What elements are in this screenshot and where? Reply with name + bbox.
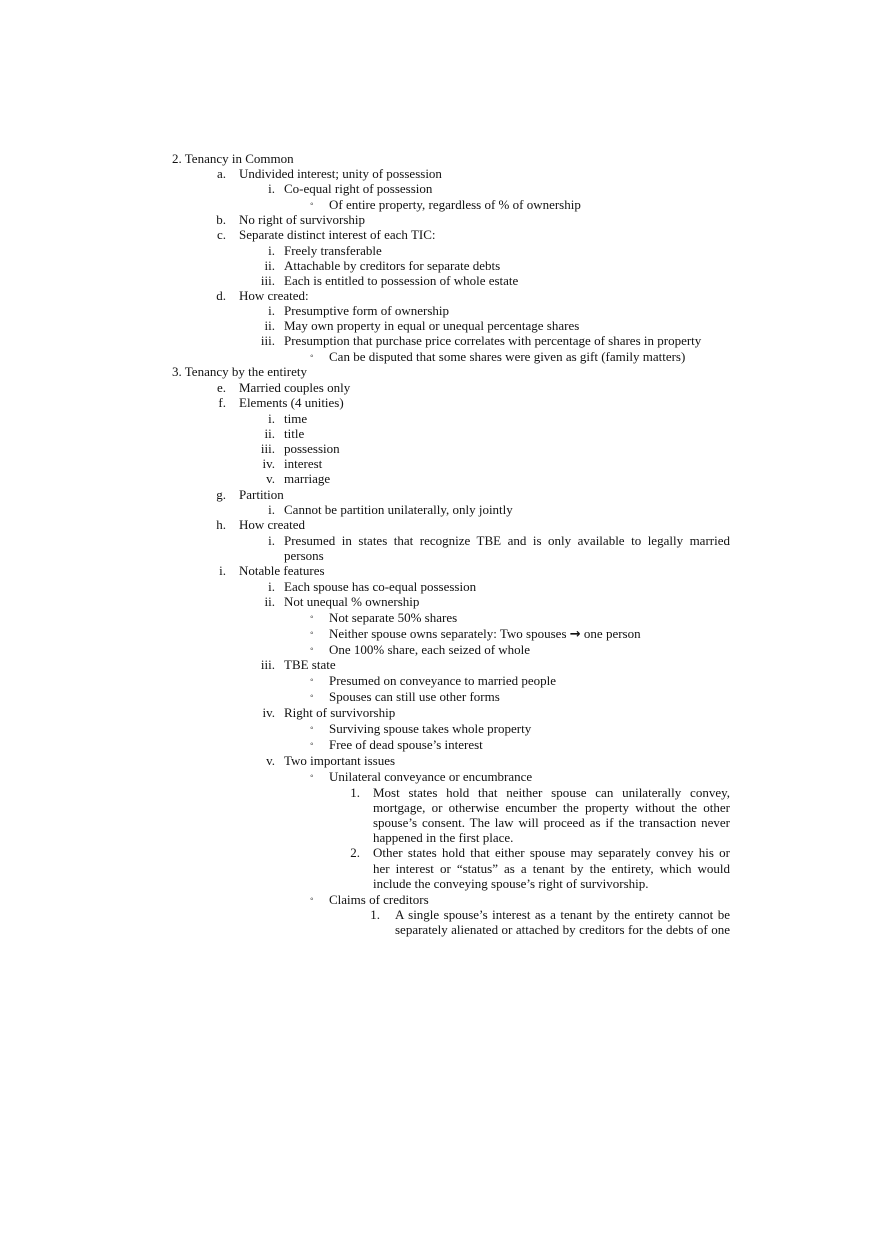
item-text: Elements (4 unities) — [239, 395, 344, 410]
item-marker: b. — [216, 212, 226, 227]
bullet-text-part: Neither spouse owns separately: Two spouses — [329, 626, 567, 641]
item-text: How created — [239, 517, 306, 532]
section-3-heading — [172, 364, 307, 379]
section-title: Tenancy by the entirety — [184, 364, 307, 379]
bullet-icon: ◦ — [310, 771, 314, 782]
subitem-text: Attachable by creditors for separate debts — [284, 258, 501, 273]
bullet-icon: ◦ — [310, 691, 314, 702]
numbered-text-line: include the conveying spouse’s right of survivorship. — [373, 876, 649, 891]
bullet-icon: ◦ — [310, 675, 314, 686]
item-marker: g. — [216, 487, 226, 502]
bullet-icon: ◦ — [310, 644, 314, 655]
subitem-text-line: persons — [284, 548, 324, 563]
subitem-marker: iv. — [262, 456, 275, 471]
subitem-marker: iii. — [260, 441, 275, 456]
section-marker: 2. — [172, 151, 182, 166]
bullet-icon: ◦ — [310, 612, 314, 623]
numbered-text-line: A single spouse’s interest as a tenant by the entirety cannot be — [395, 907, 730, 922]
subitem-text: Co-equal right of possession — [284, 181, 433, 196]
bullet-icon: ◦ — [310, 739, 314, 750]
bullet-text: Spouses can still use other forms — [329, 689, 500, 704]
item-text: Notable features — [239, 563, 325, 578]
subitem-text: interest — [284, 456, 323, 471]
subitem-marker: v. — [266, 753, 275, 768]
bullet-text: Of entire property, regardless of % of ownership — [329, 197, 581, 212]
subitem-marker: ii. — [264, 426, 275, 441]
numbered-text-line: mortgage, or otherwise encumber the property without the other — [373, 800, 730, 815]
subitem-marker: i. — [268, 502, 275, 517]
item-marker: d. — [216, 288, 226, 303]
subitem-marker: iv. — [262, 705, 275, 720]
subitem-marker: i. — [268, 303, 275, 318]
item-marker: f. — [218, 395, 226, 410]
bullet-icon: ◦ — [310, 628, 314, 639]
subitem-marker: i. — [268, 579, 275, 594]
subitem-text: May own property in equal or unequal percentage shares — [284, 318, 580, 333]
item-text: How created: — [239, 288, 309, 303]
item-text: Married couples only — [239, 380, 351, 395]
bullet-text: Surviving spouse takes whole property — [329, 721, 532, 736]
numbered-marker: 2. — [350, 845, 360, 860]
numbered-text-line: separately alienated or attached by creditors for the debts of one — [395, 922, 730, 937]
subitem-text: title — [284, 426, 305, 441]
bullet-icon: ◦ — [310, 199, 314, 210]
bullet-icon: ◦ — [310, 723, 314, 734]
numbered-text-line: spouse’s consent. The law will proceed as if the transaction never — [373, 815, 730, 830]
subitem-text: Each is entitled to possession of whole estate — [284, 273, 519, 288]
item-text: No right of survivorship — [239, 212, 366, 227]
item-marker: a. — [216, 166, 226, 181]
bullet-text: Presumed on conveyance to married people — [329, 673, 557, 688]
subitem-text: Presumption that purchase price correlates with percentage of shares in property — [284, 333, 702, 348]
numbered-text-line: Most states hold that neither spouse can unilaterally convey, — [373, 785, 730, 800]
numbered-text-line: her interest or “status” as a tenant by the entirety, which would — [373, 861, 730, 876]
item-marker: h. — [216, 517, 226, 532]
numbered-text-line: Other states hold that either spouse may separately convey his or — [373, 845, 730, 860]
subitem-text: Right of survivorship — [284, 705, 396, 720]
subitem-marker: i. — [268, 533, 275, 548]
bullet-text: Free of dead spouse’s interest — [329, 737, 483, 752]
bullet-icon: ◦ — [310, 894, 314, 905]
item-marker: e. — [216, 380, 226, 395]
subitem-text: Each spouse has co-equal possession — [284, 579, 477, 594]
subitem-marker: i. — [268, 243, 275, 258]
bullet-text: Unilateral conveyance or encumbrance — [329, 769, 533, 784]
subitem-marker: iii. — [260, 333, 275, 348]
subitem-marker: iii. — [260, 273, 275, 288]
section-2-heading — [172, 151, 294, 166]
subitem-text-line: Presumed in states that recognize TBE and is only available to legally married — [284, 533, 730, 548]
subitem-text: Freely transferable — [284, 243, 382, 258]
item-text: Undivided interest; unity of possession — [239, 166, 442, 181]
numbered-text-line: happened in the first place. — [373, 830, 514, 845]
section-title: Tenancy in Common — [184, 151, 294, 166]
subitem-text: Cannot be partition unilaterally, only jointly — [284, 502, 513, 517]
subitem-text: Not unequal % ownership — [284, 594, 420, 609]
item-marker: c. — [216, 227, 226, 242]
subitem-text: possession — [284, 441, 340, 456]
bullet-text: Claims of creditors — [329, 892, 429, 907]
section-marker: 3. — [172, 364, 182, 379]
bullet-text — [329, 626, 641, 642]
subitem-text: marriage — [284, 471, 331, 486]
subitem-marker: v. — [266, 471, 275, 486]
numbered-marker: 1. — [350, 785, 360, 800]
item-marker: i. — [219, 563, 226, 578]
bullet-text: Can be disputed that some shares were given as gift (family matters) — [329, 349, 686, 364]
subitem-text: Two important issues — [284, 753, 396, 768]
item-text: Separate distinct interest of each TIC: — [239, 227, 436, 242]
subitem-marker: iii. — [260, 657, 275, 672]
bullet-text: Not separate 50% shares — [329, 610, 458, 625]
numbered-marker: 1. — [370, 907, 380, 922]
subitem-marker: ii. — [264, 594, 275, 609]
subitem-marker: i. — [268, 411, 275, 426]
subitem-text: time — [284, 411, 308, 426]
subitem-text: Presumptive form of ownership — [284, 303, 450, 318]
arrow-right-icon: → — [569, 627, 581, 642]
bullet-text: One 100% share, each seized of whole — [329, 642, 531, 657]
subitem-text: TBE state — [284, 657, 336, 672]
subitem-marker: i. — [268, 181, 275, 196]
item-text: Partition — [239, 487, 284, 502]
subitem-marker: ii. — [264, 258, 275, 273]
bullet-icon: ◦ — [310, 351, 314, 362]
subitem-marker: ii. — [264, 318, 275, 333]
bullet-text-part: one person — [583, 626, 641, 641]
